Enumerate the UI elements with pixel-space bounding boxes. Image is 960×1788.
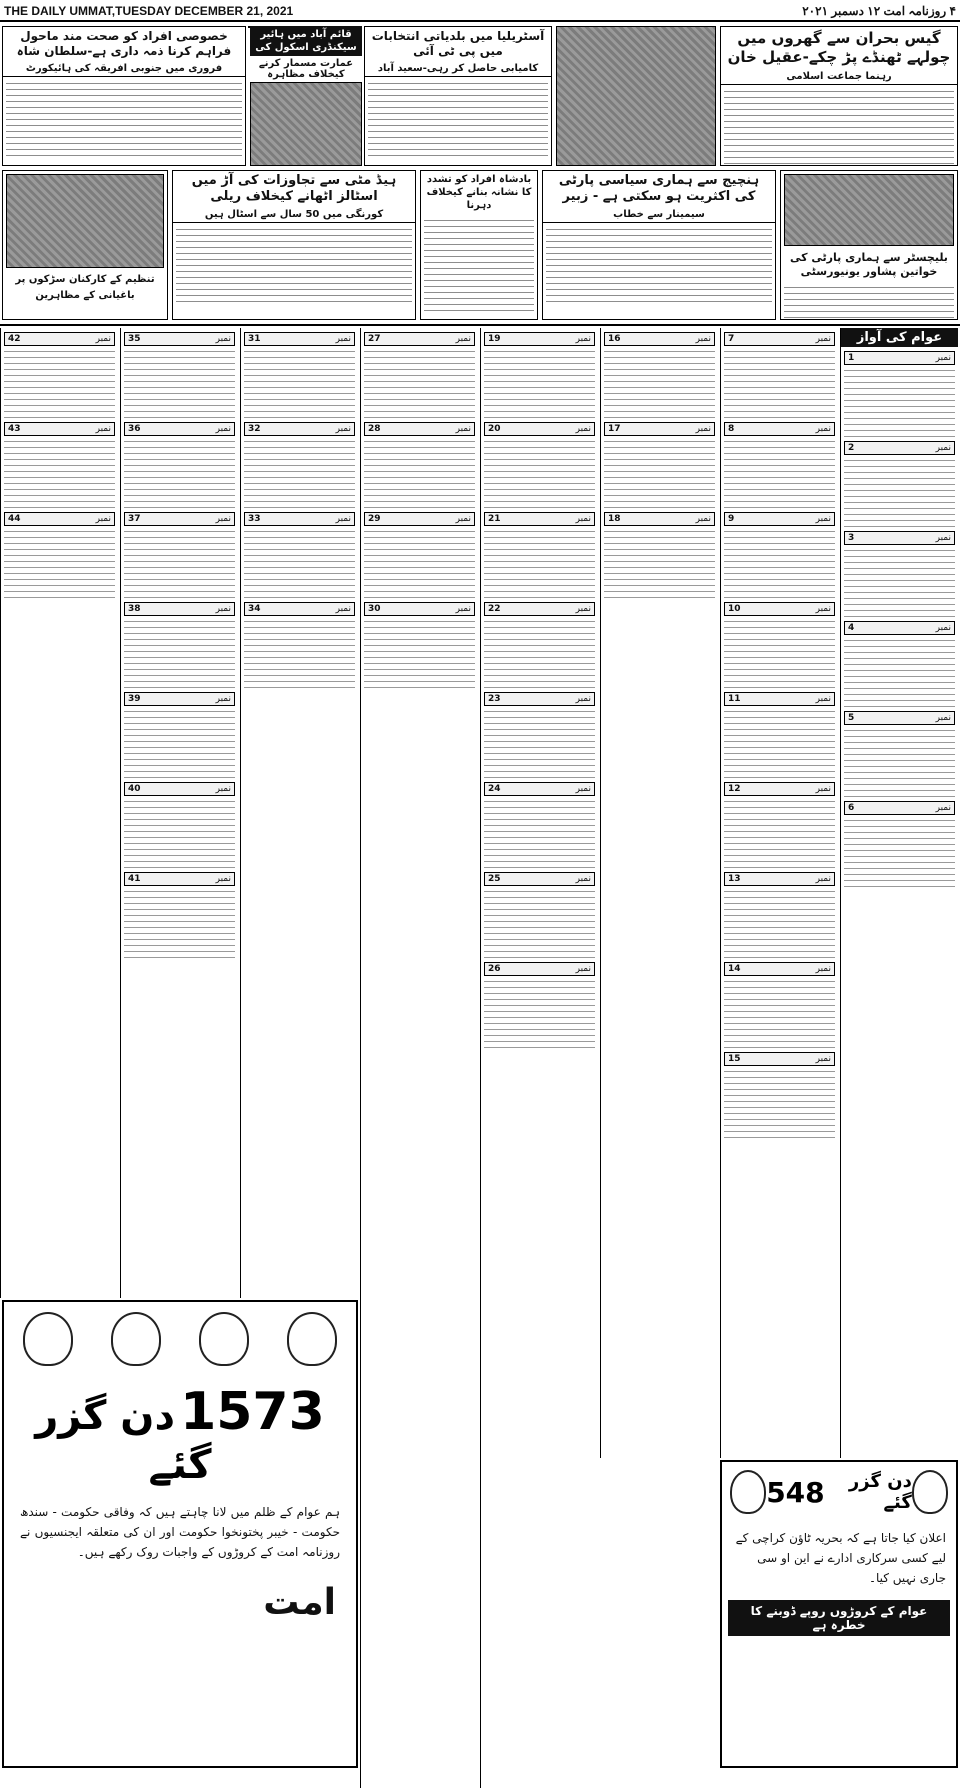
top-story-2 xyxy=(364,26,552,166)
entry-number: 3 xyxy=(848,533,855,543)
entry-body xyxy=(724,438,835,508)
entry-number: 2 xyxy=(848,443,855,453)
complaint-number xyxy=(724,602,835,616)
entry-label: نمبر xyxy=(335,334,351,344)
news-column xyxy=(720,328,838,1458)
entry-number: 44 xyxy=(8,514,21,524)
complaint-number xyxy=(844,711,955,725)
top-story-1 xyxy=(720,26,958,166)
entry-number: 41 xyxy=(128,874,141,884)
entry-body xyxy=(484,528,595,598)
news-column xyxy=(600,328,718,1458)
headline: ہیڈ مٹی سے تجاوزات کی آڑ میں اسٹالز اٹھانے کیخلاف ریلی xyxy=(191,173,397,204)
entry-body xyxy=(844,727,955,797)
entry-number: 39 xyxy=(128,694,141,704)
entry-number: 4 xyxy=(848,623,855,633)
complaint-number xyxy=(124,692,235,706)
entry-label: نمبر xyxy=(335,514,351,524)
entry-number: 38 xyxy=(128,604,141,614)
entry-label: نمبر xyxy=(335,604,351,614)
entry-body xyxy=(124,348,235,418)
entry-body xyxy=(244,348,355,418)
seals-row xyxy=(4,1312,356,1366)
complaint-number xyxy=(484,692,595,706)
entry-label: نمبر xyxy=(455,514,471,524)
seal-icon xyxy=(111,1312,161,1366)
entry-number: 25 xyxy=(488,874,501,884)
complaint-number xyxy=(124,872,235,886)
news-column xyxy=(480,328,598,1788)
complaint-number xyxy=(724,512,835,526)
entry-body xyxy=(124,618,235,688)
second-story-3 xyxy=(420,170,538,320)
complaint-number xyxy=(484,602,595,616)
complaint-number xyxy=(844,441,955,455)
headline: تنظیم کے کارکنان سڑکوں پر xyxy=(15,274,155,285)
headline: بلیچسٹر سے ہماری پارٹی کی خواتین پشاور یونیورسٹی xyxy=(790,251,948,278)
entry-label: نمبر xyxy=(575,424,591,434)
entry-label: نمبر xyxy=(575,694,591,704)
entry-body xyxy=(484,618,595,688)
entry-number: 32 xyxy=(248,424,261,434)
story-body xyxy=(784,284,954,320)
entry-number: 10 xyxy=(728,604,741,614)
entry-body xyxy=(484,798,595,868)
complaint-number xyxy=(364,602,475,616)
entry-number: 23 xyxy=(488,694,501,704)
complaint-number xyxy=(364,512,475,526)
entry-body xyxy=(724,618,835,688)
entry-label: نمبر xyxy=(695,514,711,524)
entry-number: 27 xyxy=(368,334,381,344)
entry-label: نمبر xyxy=(95,424,111,434)
complaint-number xyxy=(724,962,835,976)
entry-number: 21 xyxy=(488,514,501,524)
masthead-date-urdu: ۴ روزنامہ امت ۱۲ دسمبر ۲۰۲۱ xyxy=(802,4,956,18)
ummat-logo: امت xyxy=(263,1582,336,1623)
news-column xyxy=(840,328,958,1458)
top-story-4 xyxy=(2,26,246,166)
entry-body xyxy=(124,708,235,778)
complaint-number xyxy=(4,422,115,436)
complaint-number xyxy=(844,801,955,815)
entry-body xyxy=(124,438,235,508)
complaint-number xyxy=(724,332,835,346)
entry-body xyxy=(484,708,595,778)
complaint-number xyxy=(124,332,235,346)
entry-number: 15 xyxy=(728,1054,741,1064)
complaint-number xyxy=(844,531,955,545)
complaint-number xyxy=(484,872,595,886)
entry-label: نمبر xyxy=(935,803,951,813)
headline: گیس بحران سے گھروں میں چولہے ٹھنڈے پڑ چکے-عقیل خان xyxy=(727,29,951,66)
entry-body xyxy=(724,708,835,778)
entry-body xyxy=(604,438,715,508)
complaint-number xyxy=(844,621,955,635)
entry-label: نمبر xyxy=(335,424,351,434)
story-body xyxy=(724,88,954,166)
second-story-5 xyxy=(2,170,168,320)
masthead xyxy=(0,0,960,22)
complaint-number xyxy=(724,692,835,706)
entry-label: نمبر xyxy=(815,424,831,434)
days-count: 1573 xyxy=(180,1382,325,1442)
entry-body xyxy=(4,438,115,508)
entry-label: نمبر xyxy=(215,874,231,884)
complaint-number xyxy=(724,422,835,436)
complaint-number xyxy=(484,332,595,346)
entry-label: نمبر xyxy=(575,514,591,524)
news-photo xyxy=(6,174,164,268)
entry-number: 22 xyxy=(488,604,501,614)
complaint-number xyxy=(724,1052,835,1066)
entry-label: نمبر xyxy=(455,424,471,434)
subheadline: کامیابی حاصل کر رہی-سعید آباد xyxy=(365,61,551,77)
entry-body xyxy=(124,888,235,958)
news-photo xyxy=(556,26,716,166)
entry-number: 14 xyxy=(728,964,741,974)
ad-body: اعلان کیا جاتا ہے کہ بحریہ ٹاؤن کراچی کے لیے کسی سرکاری ادارے نے این او سی جاری نہیں کیا۔ xyxy=(735,1531,946,1585)
entry-number: 40 xyxy=(128,784,141,794)
seal-icon xyxy=(287,1312,337,1366)
entry-number: 16 xyxy=(608,334,621,344)
news-column xyxy=(240,328,358,1298)
entry-label: نمبر xyxy=(215,604,231,614)
entry-label: نمبر xyxy=(935,443,951,453)
entry-number: 36 xyxy=(128,424,141,434)
complaint-number xyxy=(124,782,235,796)
entry-number: 11 xyxy=(728,694,741,704)
complaint-number xyxy=(484,422,595,436)
entry-label: نمبر xyxy=(935,533,951,543)
entry-number: 8 xyxy=(728,424,735,434)
entry-body xyxy=(724,798,835,868)
second-story-4 xyxy=(172,170,416,320)
seal-icon xyxy=(23,1312,73,1366)
complaint-number xyxy=(244,422,355,436)
top-story-3 xyxy=(250,26,362,166)
entry-body xyxy=(604,528,715,598)
entry-body xyxy=(4,528,115,598)
complaint-number xyxy=(724,782,835,796)
entry-number: 20 xyxy=(488,424,501,434)
entry-number: 30 xyxy=(368,604,381,614)
story-body xyxy=(176,226,412,304)
complaint-number xyxy=(244,512,355,526)
entry-label: نمبر xyxy=(455,334,471,344)
entry-number: 5 xyxy=(848,713,855,723)
entry-body xyxy=(844,547,955,617)
headline: بادشاہ افراد کو تشدد کا نشانہ بنانے کیخلاف دہرنا xyxy=(426,174,532,211)
entry-label: نمبر xyxy=(815,874,831,884)
entry-number: 17 xyxy=(608,424,621,434)
second-story-2 xyxy=(542,170,776,320)
subheadline: کورنگی میں 50 سال سے اسٹال ہیں xyxy=(173,207,415,223)
ad-body: ہم عوام کے ظلم میں لانا چاہتے ہیں کہ وفاقی حکومت - سندھ حکومت - خیبر پختونخوا حکومت اور ان کی متعلقہ ایجنسیوں نے روزنامہ امت کے کروڑوں کے واجبات روک رکھے ہیں۔ xyxy=(20,1505,340,1559)
entry-label: نمبر xyxy=(815,784,831,794)
entry-number: 6 xyxy=(848,803,855,813)
ad-warning: عوام کے کروڑوں روپے ڈوبنے کا خطرہ ہے xyxy=(728,1600,950,1636)
story-body xyxy=(368,80,548,158)
entry-number: 26 xyxy=(488,964,501,974)
entry-body xyxy=(724,1068,835,1138)
news-column xyxy=(120,328,238,1298)
subheadline: فروری میں جنوبی افریقہ کی ہائیکورٹ xyxy=(3,61,245,77)
entry-label: نمبر xyxy=(575,604,591,614)
entry-label: نمبر xyxy=(95,334,111,344)
entry-label: نمبر xyxy=(215,514,231,524)
news-column xyxy=(0,328,118,1298)
entry-number: 42 xyxy=(8,334,21,344)
entry-label: نمبر xyxy=(695,334,711,344)
entry-label: نمبر xyxy=(695,424,711,434)
entry-number: 12 xyxy=(728,784,741,794)
entry-number: 1 xyxy=(848,353,855,363)
complaint-number xyxy=(604,512,715,526)
subheadline: سیمینار سے خطاب xyxy=(543,207,775,223)
entry-label: نمبر xyxy=(575,334,591,344)
entry-body xyxy=(724,528,835,598)
days-label: دن گزر گئے xyxy=(848,1471,912,1513)
entry-number: 35 xyxy=(128,334,141,344)
entry-label: نمبر xyxy=(575,784,591,794)
count-row xyxy=(722,1462,956,1522)
subheadline: عمارت مسمار کرنے کیخلاف مظاہرہ xyxy=(250,56,362,83)
entry-number: 34 xyxy=(248,604,261,614)
entry-body xyxy=(724,348,835,418)
entry-label: نمبر xyxy=(935,713,951,723)
complaint-number xyxy=(4,332,115,346)
entry-body xyxy=(484,888,595,958)
entry-number: 28 xyxy=(368,424,381,434)
entry-label: نمبر xyxy=(455,604,471,614)
story-body xyxy=(6,80,242,156)
entry-label: نمبر xyxy=(575,874,591,884)
entry-label: نمبر xyxy=(815,964,831,974)
entry-label: نمبر xyxy=(815,334,831,344)
entry-body xyxy=(844,637,955,707)
entry-number: 18 xyxy=(608,514,621,524)
seal-icon xyxy=(912,1470,948,1514)
entry-label: نمبر xyxy=(215,784,231,794)
headline: آسٹریلیا میں بلدیاتی انتخابات میں پی ٹی آئی xyxy=(371,29,545,58)
entry-body xyxy=(364,528,475,598)
ad-left xyxy=(2,1300,358,1768)
seal-icon xyxy=(199,1312,249,1366)
complaint-number xyxy=(124,422,235,436)
complaint-number xyxy=(484,512,595,526)
entry-label: نمبر xyxy=(815,694,831,704)
complaint-number xyxy=(484,782,595,796)
news-photo xyxy=(784,174,954,246)
complaint-number xyxy=(124,602,235,616)
entry-label: نمبر xyxy=(215,694,231,704)
entry-number: 24 xyxy=(488,784,501,794)
entry-body xyxy=(484,348,595,418)
entry-body xyxy=(4,348,115,418)
entry-label: نمبر xyxy=(95,514,111,524)
entry-label: نمبر xyxy=(935,353,951,363)
entry-body xyxy=(124,528,235,598)
entry-label: نمبر xyxy=(215,424,231,434)
entry-label: نمبر xyxy=(575,964,591,974)
column-title: عوام کی آواز xyxy=(841,328,958,347)
entry-body xyxy=(244,618,355,688)
entry-body xyxy=(484,978,595,1048)
complaint-number xyxy=(604,422,715,436)
entry-body xyxy=(364,438,475,508)
headline: قائم آباد میں ہائیر سیکنڈری اسکول کی xyxy=(250,26,362,56)
days-count: 548 xyxy=(766,1475,825,1509)
entry-number: 29 xyxy=(368,514,381,524)
entry-body xyxy=(844,457,955,527)
entry-body xyxy=(724,888,835,958)
entry-body xyxy=(124,798,235,868)
complaint-number xyxy=(364,422,475,436)
entry-label: نمبر xyxy=(815,604,831,614)
entry-body xyxy=(724,978,835,1048)
headline: ہنچیج سے ہماری سیاسی پارٹی کی اکثریت ہو سکتی ہے - زبیر xyxy=(558,173,760,204)
entry-number: 13 xyxy=(728,874,741,884)
headline: خصوصی افراد کو صحت مند ماحول فراہم کرنا ذمہ داری ہے-سلطان شاہ xyxy=(16,29,232,58)
entry-label: نمبر xyxy=(815,1054,831,1064)
seal-icon xyxy=(730,1470,766,1514)
news-column xyxy=(360,328,478,1788)
entry-number: 33 xyxy=(248,514,261,524)
days-label: دن گزر گئے xyxy=(35,1393,212,1488)
entry-number: 7 xyxy=(728,334,735,344)
entry-label: نمبر xyxy=(815,514,831,524)
complaint-number xyxy=(844,351,955,365)
entry-body xyxy=(604,348,715,418)
story-body xyxy=(546,226,772,306)
complaint-number xyxy=(484,962,595,976)
entry-body xyxy=(244,438,355,508)
complaint-number xyxy=(604,332,715,346)
entry-number: 9 xyxy=(728,514,735,524)
complaint-number xyxy=(364,332,475,346)
entry-label: نمبر xyxy=(215,334,231,344)
story-body xyxy=(424,217,534,315)
masthead-title: THE DAILY UMMAT,TUESDAY DECEMBER 21, 2021 xyxy=(4,4,294,18)
entry-number: 37 xyxy=(128,514,141,524)
entry-body xyxy=(484,438,595,508)
complaint-number xyxy=(724,872,835,886)
complaint-number xyxy=(4,512,115,526)
count-row xyxy=(4,1382,356,1488)
ad-right xyxy=(720,1460,958,1768)
entry-label: نمبر xyxy=(935,623,951,633)
second-story-1 xyxy=(780,170,958,320)
entry-number: 19 xyxy=(488,334,501,344)
entry-number: 43 xyxy=(8,424,21,434)
entry-number: 31 xyxy=(248,334,261,344)
entry-body xyxy=(844,817,955,887)
entry-body xyxy=(844,367,955,437)
subheadline: باغیانی کے مظاہرین xyxy=(35,290,135,301)
complaint-number xyxy=(244,332,355,346)
complaint-number xyxy=(124,512,235,526)
subheadline: رہنما جماعت اسلامی xyxy=(721,69,957,85)
entry-body xyxy=(244,528,355,598)
entry-body xyxy=(364,348,475,418)
entry-body xyxy=(364,618,475,688)
complaint-number xyxy=(244,602,355,616)
